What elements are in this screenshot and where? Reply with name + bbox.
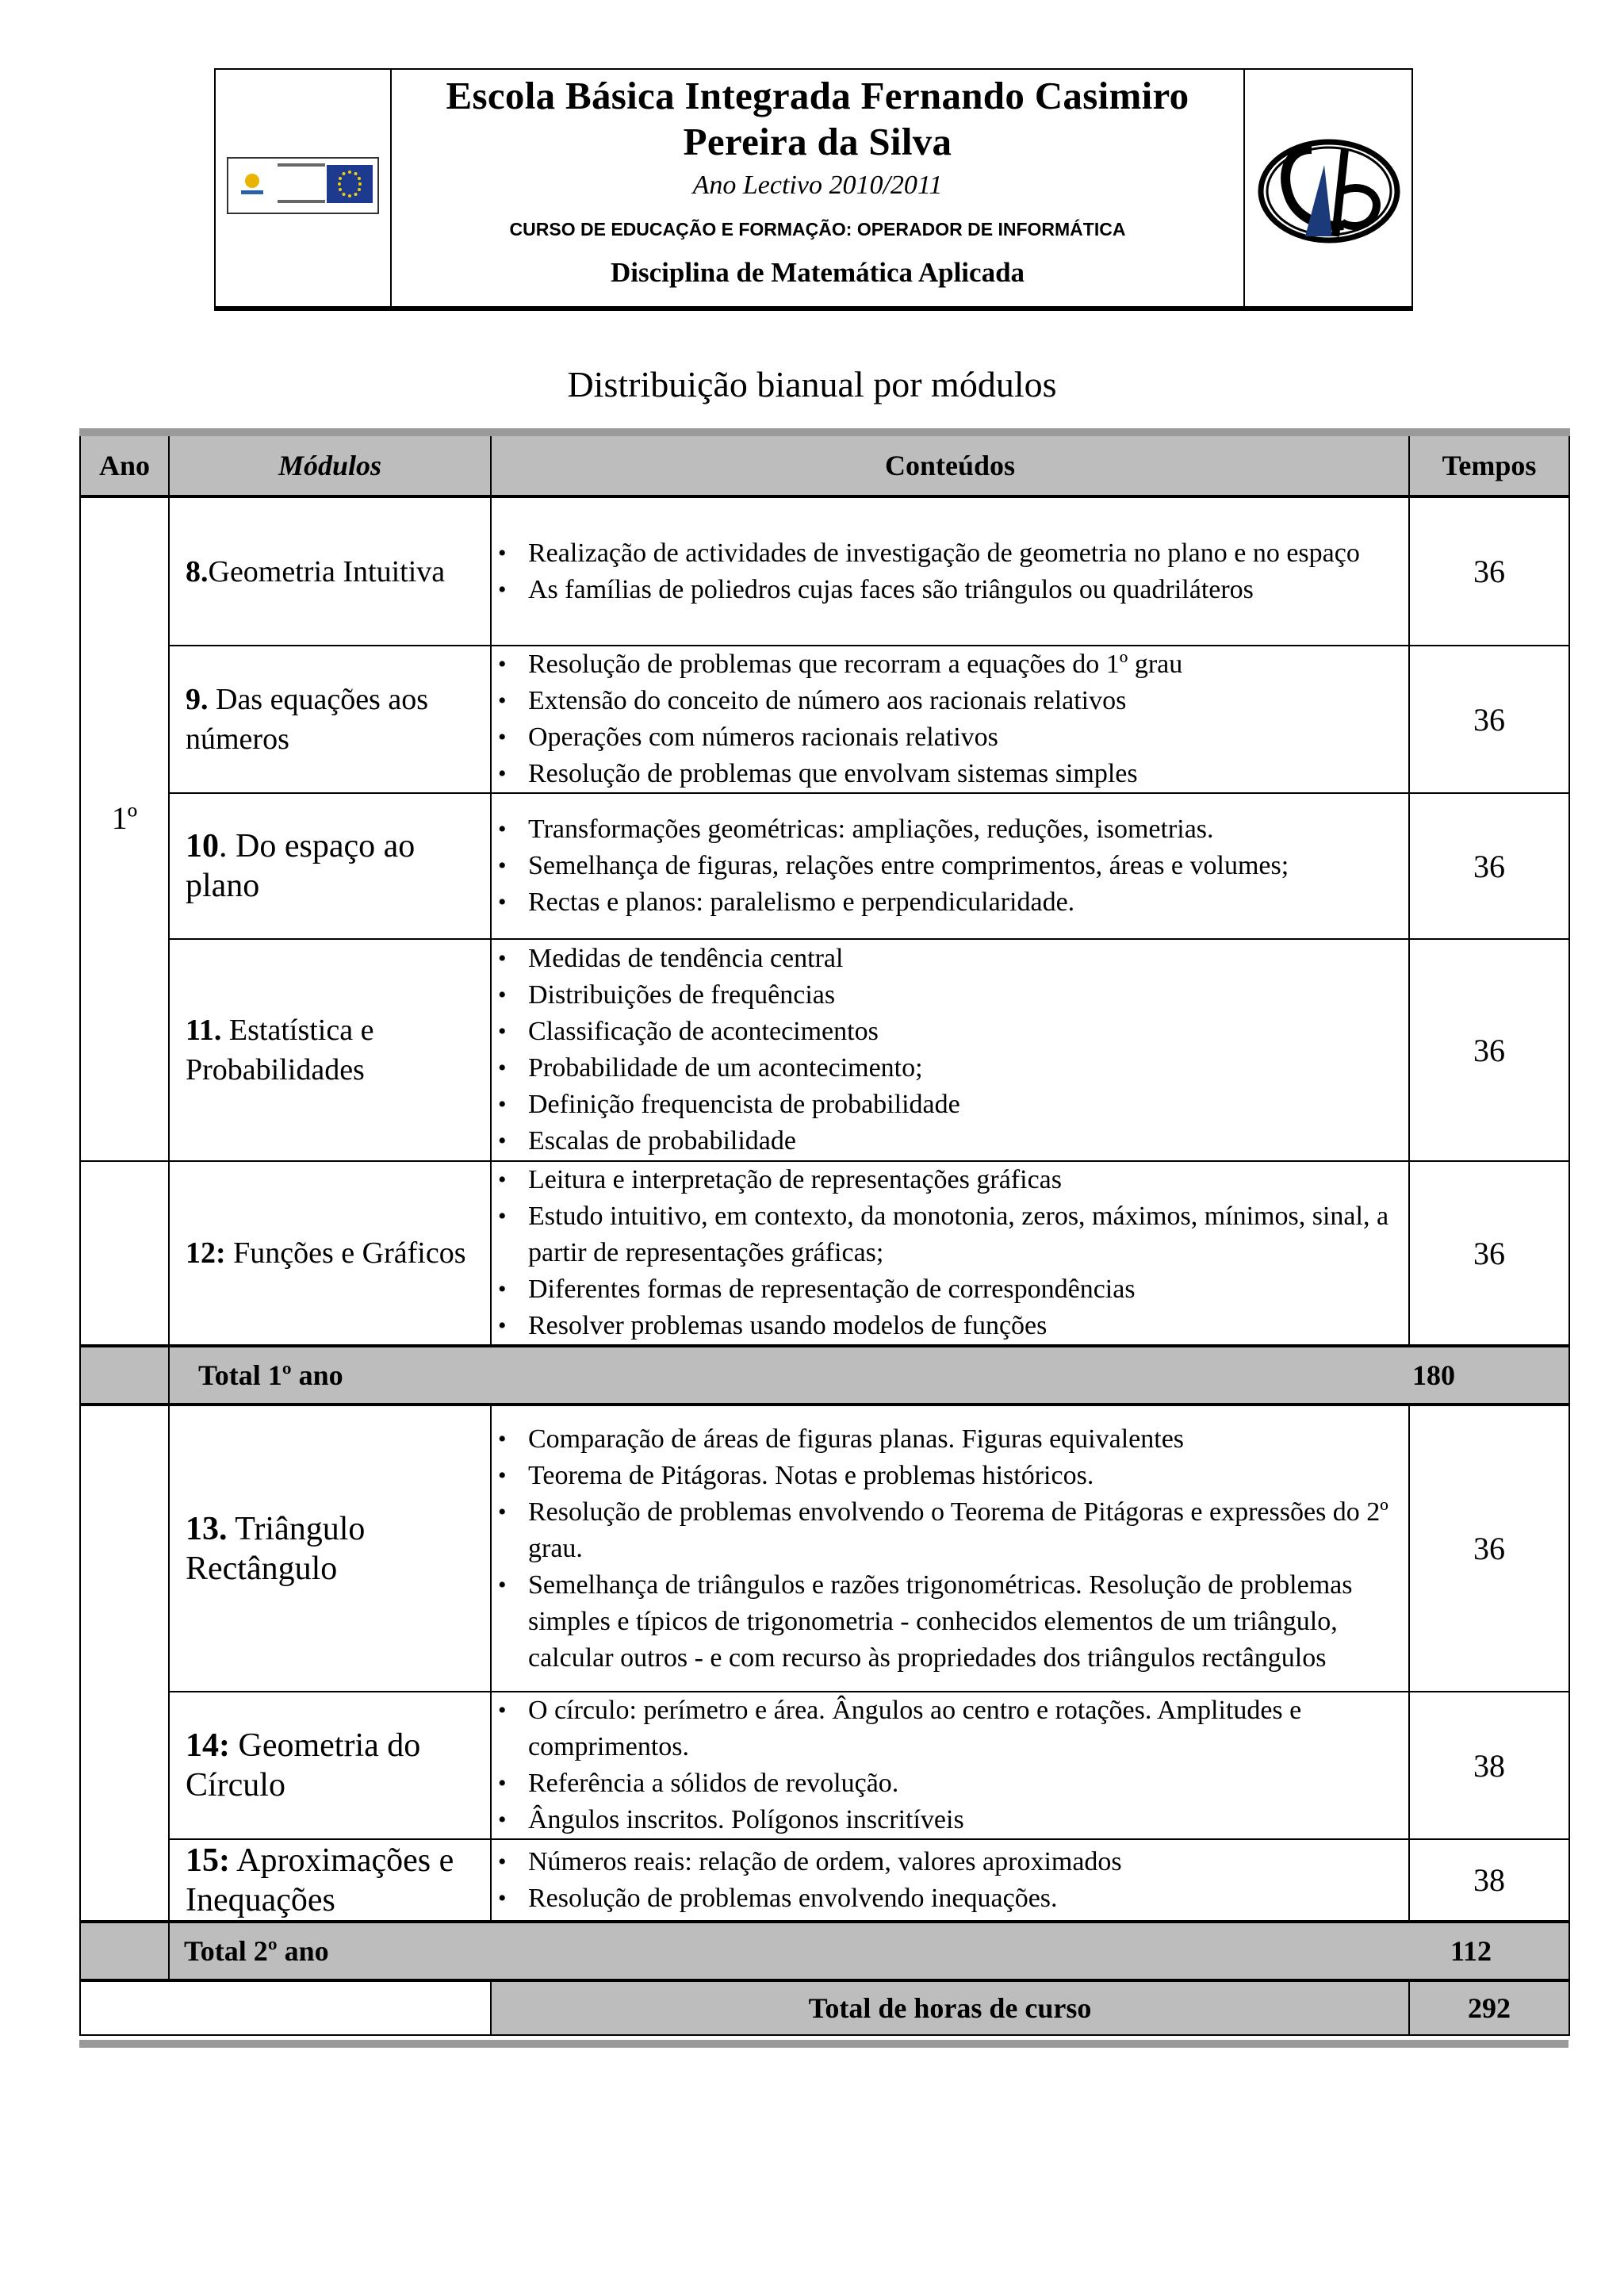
module-cell: 15: Aproximações e Inequações (169, 1839, 491, 1922)
school-name-line2: Pereira da Silva (683, 120, 952, 163)
contents-cell (491, 646, 1409, 793)
module-cell: 14: Geometria do Círculo (169, 1692, 491, 1839)
module-cell: 13. Triângulo Rectângulo (169, 1405, 491, 1692)
module-cell: 9. Das equações aos números (169, 646, 491, 793)
list-item: • Referência a sólidos de revolução. (528, 1765, 1402, 1802)
list-item: • Definição frequencista de probabilidade (528, 1087, 1402, 1123)
module-cell: 12: Funções e Gráficos (169, 1161, 491, 1346)
list-item: • Escalas de probabilidade (528, 1123, 1402, 1159)
table-row (80, 646, 1569, 793)
list-item: • Probabilidade de um acontecimento; (528, 1050, 1402, 1087)
header-tempos: Tempos (1409, 432, 1569, 496)
list-item: • Medidas de tendência central (528, 941, 1402, 977)
course-name (392, 217, 1243, 241)
table-header-row (80, 432, 1569, 496)
total-year2-value: 112 (1409, 1922, 1569, 1980)
header-left-cell (216, 70, 392, 306)
tempos-cell: 36 (1409, 496, 1569, 646)
total-year1-label: Total 1º ano (169, 1346, 1409, 1405)
list-item: • Resolução de problemas envolvendo inequações. (528, 1880, 1402, 1917)
eu-flag-icon (327, 165, 373, 203)
table-row (80, 793, 1569, 939)
tempos-cell: 38 (1409, 1692, 1569, 1839)
list-item: • O círculo: perímetro e área. Ângulos ao centro e rotações. Amplitudes e comprimentos. (528, 1692, 1402, 1765)
header-center-cell (392, 70, 1243, 306)
table-bottom-border (79, 2040, 1568, 2048)
grand-total-value: 292 (1409, 1980, 1569, 2035)
contents-cell (491, 1161, 1409, 1346)
module-cell: 10. Do espaço ao plano (169, 793, 491, 939)
list-item: • Resolução de problemas envolvendo o Teorema de Pitágoras e expressões do 2º grau. (528, 1494, 1402, 1567)
tempos-cell: 38 (1409, 1839, 1569, 1922)
contents-cell (491, 939, 1409, 1161)
course-name-text: CURSO DE EDUCAÇÃO E FORMAÇÃO: OPERADOR DE INFORMÁTICA (509, 219, 1126, 240)
page-title: Distribuição bianual por módulos (567, 364, 1057, 404)
list-item: • Realização de actividades de investigação de geometria no plano e no espaço (528, 535, 1402, 572)
tempos-cell: 36 (1409, 646, 1569, 793)
contents-cell (491, 793, 1409, 939)
academic-year: Ano Lectivo 2010/2011 (692, 171, 943, 200)
list-item: • Operações com números racionais relativos (528, 719, 1402, 756)
list-item: • Semelhança de triângulos e razões trigonométricas. Resolução de problemas simples e típicos de trigonometria - conhecidos elementos de um triângulo, calcular outros - e com recurso às propriedades dos triângulos rectângulos (528, 1567, 1402, 1677)
header-ano: Ano (80, 432, 169, 496)
list-item: • Rectas e planos: paralelismo e perpendicularidade. (528, 884, 1402, 921)
tempos-cell: 36 (1409, 1405, 1569, 1692)
header-conteudos: Conteúdos (491, 432, 1409, 496)
total-year2-row (80, 1922, 1569, 1980)
list-item: • Diferentes formas de representação de correspondências (528, 1271, 1402, 1308)
total-year1-value: 180 (1409, 1346, 1569, 1405)
table-row (80, 939, 1569, 1161)
poph-logo-icon (236, 168, 268, 200)
contents-cell (491, 1405, 1409, 1692)
contents-cell (491, 1692, 1409, 1839)
school-logo-icon (1256, 117, 1402, 265)
total-year2-label: Total 2º ano (169, 1922, 1409, 1980)
table-row (80, 1839, 1569, 1922)
list-item: • Números reais: relação de ordem, valores aproximados (528, 1844, 1402, 1880)
list-item: • Distribuições de frequências (528, 977, 1402, 1014)
table-row (80, 1405, 1569, 1692)
table-row (80, 496, 1569, 646)
list-item: • Resolver problemas usando modelos de funções (528, 1308, 1402, 1344)
contents-cell (491, 1839, 1409, 1922)
year-cell-1 (80, 496, 169, 1161)
list-item: • Estudo intuitivo, em contexto, da monotonia, zeros, máximos, mínimos, sinal, a partir de representações gráficas; (528, 1198, 1402, 1271)
list-item: • Resolução de problemas que recorram a equações do 1º grau (528, 646, 1402, 683)
header-modulos: Módulos (169, 432, 491, 496)
list-item: • Classificação de acontecimentos (528, 1014, 1402, 1050)
module-cell: 11. Estatística e Probabilidades (169, 939, 491, 1161)
year-cell-2 (80, 1405, 169, 1922)
list-item: • Extensão do conceito de número aos racionais relativos (528, 683, 1402, 719)
list-item: • Leitura e interpretação de representações gráficas (528, 1162, 1402, 1198)
tempos-cell: 36 (1409, 793, 1569, 939)
contents-cell (491, 496, 1409, 646)
tempos-cell: 36 (1409, 1161, 1569, 1346)
tempos-cell: 36 (1409, 939, 1569, 1161)
grand-total-row (80, 1980, 1569, 2035)
list-item: • Transformações geométricas: ampliações, reduções, isometrias. (528, 811, 1402, 848)
year-cell-empty (80, 1161, 169, 1346)
list-item: • Teorema de Pitágoras. Notas e problemas históricos. (528, 1458, 1402, 1494)
list-item: • Ângulos inscritos. Polígonos inscritíveis (528, 1802, 1402, 1838)
list-item: • Resolução de problemas que envolvam sistemas simples (528, 756, 1402, 792)
modules-table (79, 428, 1570, 2036)
table-row (80, 1161, 1569, 1346)
module-cell: 8.Geometria Intuitiva (169, 496, 491, 646)
document-header (214, 68, 1413, 311)
list-item: • Semelhança de figuras, relações entre comprimentos, áreas e volumes; (528, 848, 1402, 884)
list-item: • Comparação de áreas de figuras planas. Figuras equivalentes (528, 1421, 1402, 1458)
total-year1-row (80, 1346, 1569, 1405)
discipline-name: Disciplina de Matemática Aplicada (610, 257, 1025, 288)
school-name-line1: Escola Básica Integrada Fernando Casimiro (446, 74, 1189, 117)
grand-total-label: Total de horas de curso (491, 1980, 1409, 2035)
list-item: • As famílias de poliedros cujas faces são triângulos ou quadriláteros (528, 572, 1402, 608)
header-right-cell (1243, 70, 1411, 306)
eu-funding-logo (227, 157, 379, 214)
table-row (80, 1692, 1569, 1839)
year-label: 1º (111, 800, 138, 836)
